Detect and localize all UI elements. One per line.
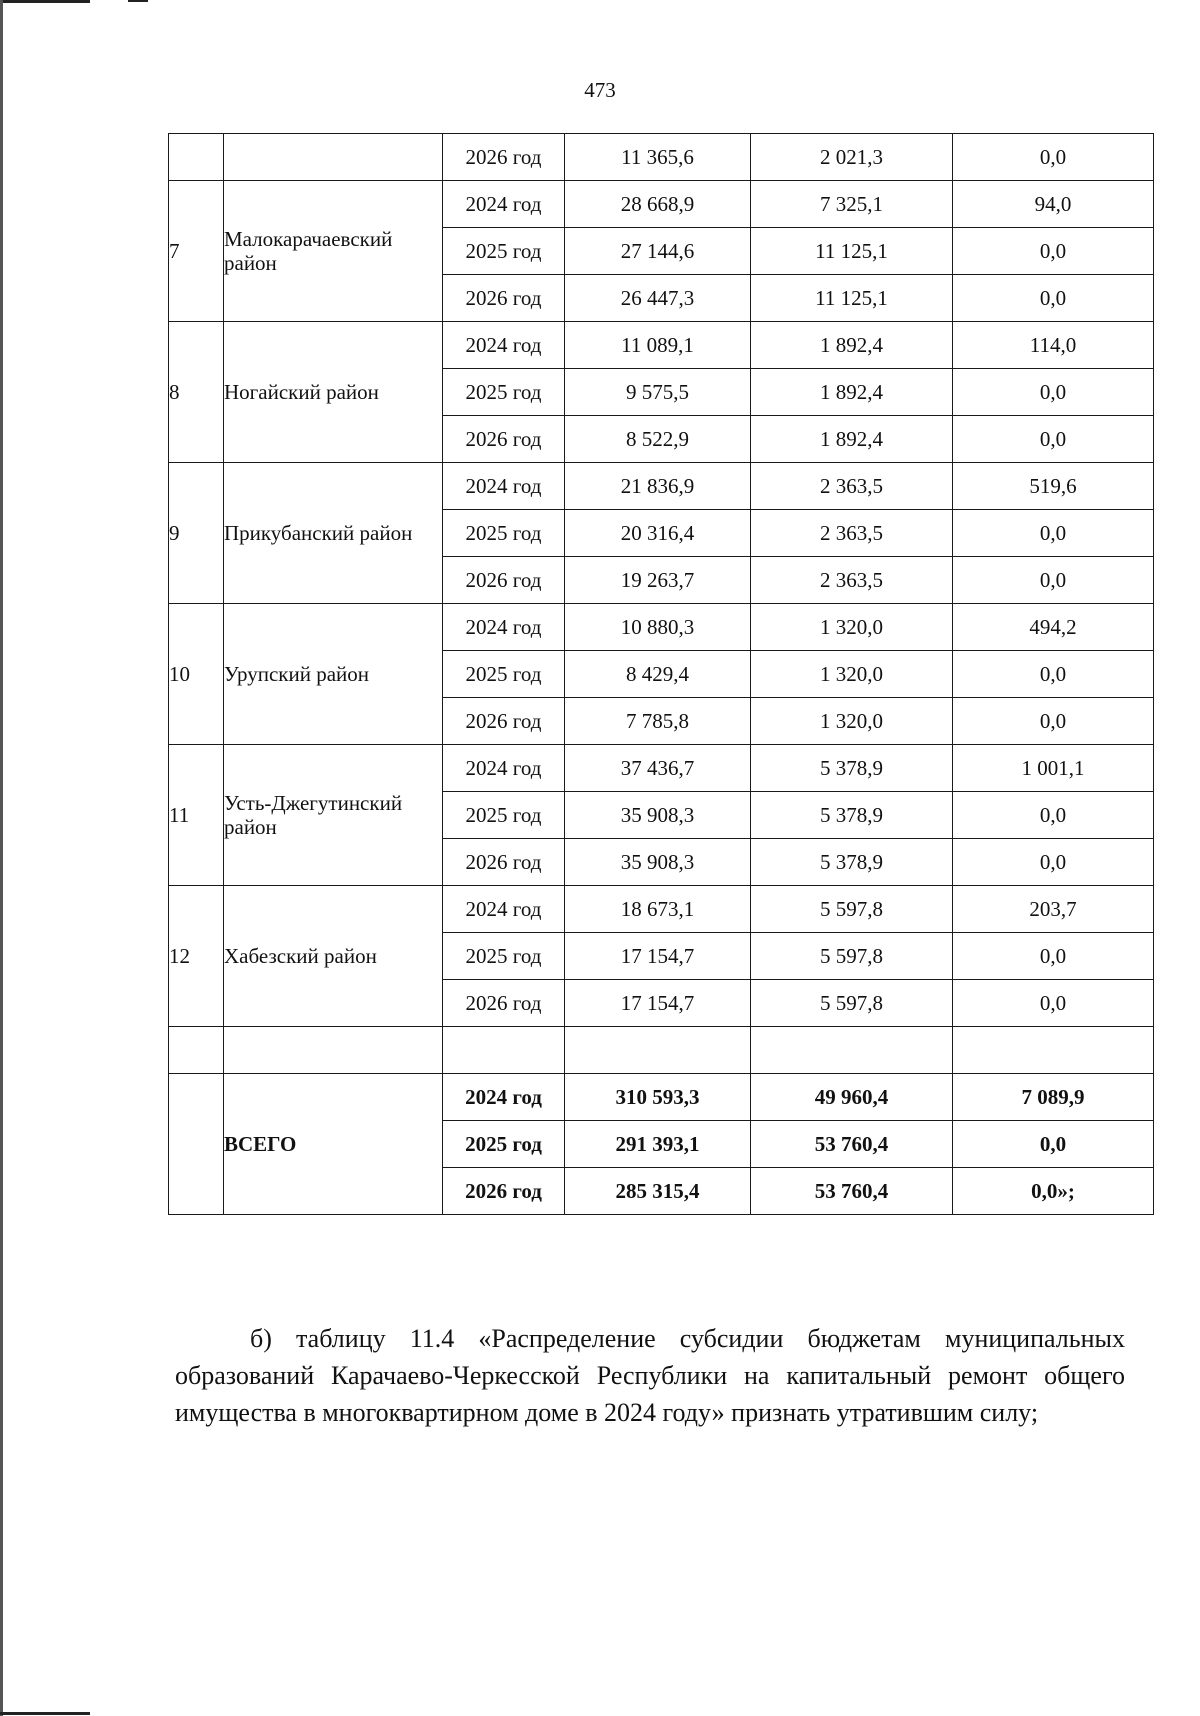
year-cell: 2025 год: [443, 510, 565, 557]
year-cell: 2024 год: [443, 463, 565, 510]
district-name: Ногайский район: [224, 322, 443, 463]
value-cell-2: [751, 1027, 953, 1074]
value-cell-3: 0,0: [953, 275, 1154, 322]
scan-mark-top-left: [0, 0, 90, 3]
value-cell-1: [565, 1027, 751, 1074]
value-cell-3: 0,0: [953, 651, 1154, 698]
total-value-cell-2: 53 760,4: [751, 1168, 953, 1215]
total-value-cell-1: 310 593,3: [565, 1074, 751, 1121]
table-row: [169, 322, 1154, 369]
value-cell-3: 0,0: [953, 980, 1154, 1027]
district-name: [224, 134, 443, 181]
value-cell-2: 7 325,1: [751, 181, 953, 228]
value-cell-3: 519,6: [953, 463, 1154, 510]
value-cell-2: 1 892,4: [751, 416, 953, 463]
value-cell-3: 0,0: [953, 839, 1154, 886]
value-cell-2: 2 363,5: [751, 557, 953, 604]
value-cell-2: 1 320,0: [751, 698, 953, 745]
value-cell-3: 0,0: [953, 933, 1154, 980]
year-cell: 2026 год: [443, 698, 565, 745]
value-cell-3: 0,0: [953, 510, 1154, 557]
district-name: Малокарачаевский район: [224, 181, 443, 322]
value-cell-1: 11 089,1: [565, 322, 751, 369]
year-cell: 2026 год: [443, 134, 565, 181]
total-value-cell-3: 7 089,9: [953, 1074, 1154, 1121]
total-value-cell-1: 291 393,1: [565, 1121, 751, 1168]
value-cell-3: 494,2: [953, 604, 1154, 651]
scan-mark-top-small: [128, 0, 148, 2]
value-cell-1: 10 880,3: [565, 604, 751, 651]
row-number: 11: [169, 745, 224, 886]
table-row: [169, 134, 1154, 181]
total-row: [169, 1074, 1154, 1121]
value-cell-1: 28 668,9: [565, 181, 751, 228]
value-cell-3: 0,0: [953, 369, 1154, 416]
row-number: 7: [169, 181, 224, 322]
scan-mark-left-edge: [0, 0, 3, 1716]
value-cell-2: 2 363,5: [751, 463, 953, 510]
row-number: 12: [169, 886, 224, 1027]
value-cell-2: 5 597,8: [751, 933, 953, 980]
value-cell-3: 0,0: [953, 557, 1154, 604]
value-cell-3: 0,0: [953, 698, 1154, 745]
year-cell: 2024 год: [443, 886, 565, 933]
value-cell-3: 0,0: [953, 228, 1154, 275]
year-cell: 2025 год: [443, 933, 565, 980]
year-cell: 2026 год: [443, 416, 565, 463]
value-cell-1: 8 522,9: [565, 416, 751, 463]
table-row: [169, 886, 1154, 933]
year-cell: 2026 год: [443, 980, 565, 1027]
subsidy-table: [168, 133, 1154, 1215]
row-number: 10: [169, 604, 224, 745]
value-cell-1: 35 908,3: [565, 839, 751, 886]
value-cell-1: 37 436,7: [565, 745, 751, 792]
value-cell-2: 2 363,5: [751, 510, 953, 557]
value-cell-1: 11 365,6: [565, 134, 751, 181]
district-name: Прикубанский район: [224, 463, 443, 604]
scan-mark-bottom-left: [0, 1712, 90, 1715]
value-cell-1: 18 673,1: [565, 886, 751, 933]
district-name: Урупский район: [224, 604, 443, 745]
table-row: [169, 1027, 1154, 1074]
value-cell-3: 1 001,1: [953, 745, 1154, 792]
value-cell-1: 20 316,4: [565, 510, 751, 557]
value-cell-2: 2 021,3: [751, 134, 953, 181]
value-cell-1: 7 785,8: [565, 698, 751, 745]
value-cell-1: 35 908,3: [565, 792, 751, 839]
value-cell-3: 114,0: [953, 322, 1154, 369]
total-year-cell: 2025 год: [443, 1121, 565, 1168]
value-cell-3: 203,7: [953, 886, 1154, 933]
year-cell: 2024 год: [443, 604, 565, 651]
total-value-cell-2: 49 960,4: [751, 1074, 953, 1121]
row-number: 8: [169, 322, 224, 463]
value-cell-1: 17 154,7: [565, 933, 751, 980]
district-name: Хабезский район: [224, 886, 443, 1027]
total-number-cell: [169, 1074, 224, 1215]
value-cell-2: 1 320,0: [751, 604, 953, 651]
value-cell-2: 1 320,0: [751, 651, 953, 698]
total-year-cell: 2024 год: [443, 1074, 565, 1121]
value-cell-2: 11 125,1: [751, 275, 953, 322]
total-value-cell-2: 53 760,4: [751, 1121, 953, 1168]
year-cell: 2025 год: [443, 792, 565, 839]
year-cell: [443, 1027, 565, 1074]
value-cell-2: 5 597,8: [751, 886, 953, 933]
value-cell-1: 9 575,5: [565, 369, 751, 416]
value-cell-2: 5 378,9: [751, 839, 953, 886]
year-cell: 2026 год: [443, 557, 565, 604]
total-value-cell-3: 0,0: [953, 1121, 1154, 1168]
value-cell-1: 17 154,7: [565, 980, 751, 1027]
value-cell-3: 0,0: [953, 134, 1154, 181]
year-cell: 2025 год: [443, 651, 565, 698]
value-cell-1: 27 144,6: [565, 228, 751, 275]
value-cell-1: 8 429,4: [565, 651, 751, 698]
amendment-paragraph: [175, 1320, 1125, 1431]
value-cell-2: 1 892,4: [751, 369, 953, 416]
table-row: [169, 604, 1154, 651]
total-label: ВСЕГО: [224, 1074, 443, 1215]
table-row: [169, 181, 1154, 228]
value-cell-2: 1 892,4: [751, 322, 953, 369]
amendment-text: б) таблицу 11.4 «Распределение субсидии бюджетам муниципальных образований Карачаево-Черкесской Республики на капитальный ремонт общего имущества в многоквартирном доме в 2024 году» признать утратившим силу;: [175, 1324, 1125, 1427]
value-cell-1: 26 447,3: [565, 275, 751, 322]
value-cell-3: 0,0: [953, 792, 1154, 839]
value-cell-3: 94,0: [953, 181, 1154, 228]
total-value-cell-1: 285 315,4: [565, 1168, 751, 1215]
row-number: [169, 1027, 224, 1074]
year-cell: 2024 год: [443, 322, 565, 369]
value-cell-1: 19 263,7: [565, 557, 751, 604]
year-cell: 2025 год: [443, 228, 565, 275]
year-cell: 2024 год: [443, 181, 565, 228]
year-cell: 2025 год: [443, 369, 565, 416]
table-row: [169, 745, 1154, 792]
year-cell: 2026 год: [443, 275, 565, 322]
value-cell-1: 21 836,9: [565, 463, 751, 510]
row-number: [169, 134, 224, 181]
district-name: Усть-Джегутинский район: [224, 745, 443, 886]
table-row: [169, 463, 1154, 510]
value-cell-3: 0,0: [953, 416, 1154, 463]
district-name: [224, 1027, 443, 1074]
value-cell-2: 11 125,1: [751, 228, 953, 275]
total-value-cell-3: 0,0»;: [953, 1168, 1154, 1215]
year-cell: 2024 год: [443, 745, 565, 792]
value-cell-3: [953, 1027, 1154, 1074]
page-number: 473: [584, 78, 616, 102]
row-number: 9: [169, 463, 224, 604]
value-cell-2: 5 597,8: [751, 980, 953, 1027]
total-year-cell: 2026 год: [443, 1168, 565, 1215]
value-cell-2: 5 378,9: [751, 745, 953, 792]
year-cell: 2026 год: [443, 839, 565, 886]
value-cell-2: 5 378,9: [751, 792, 953, 839]
